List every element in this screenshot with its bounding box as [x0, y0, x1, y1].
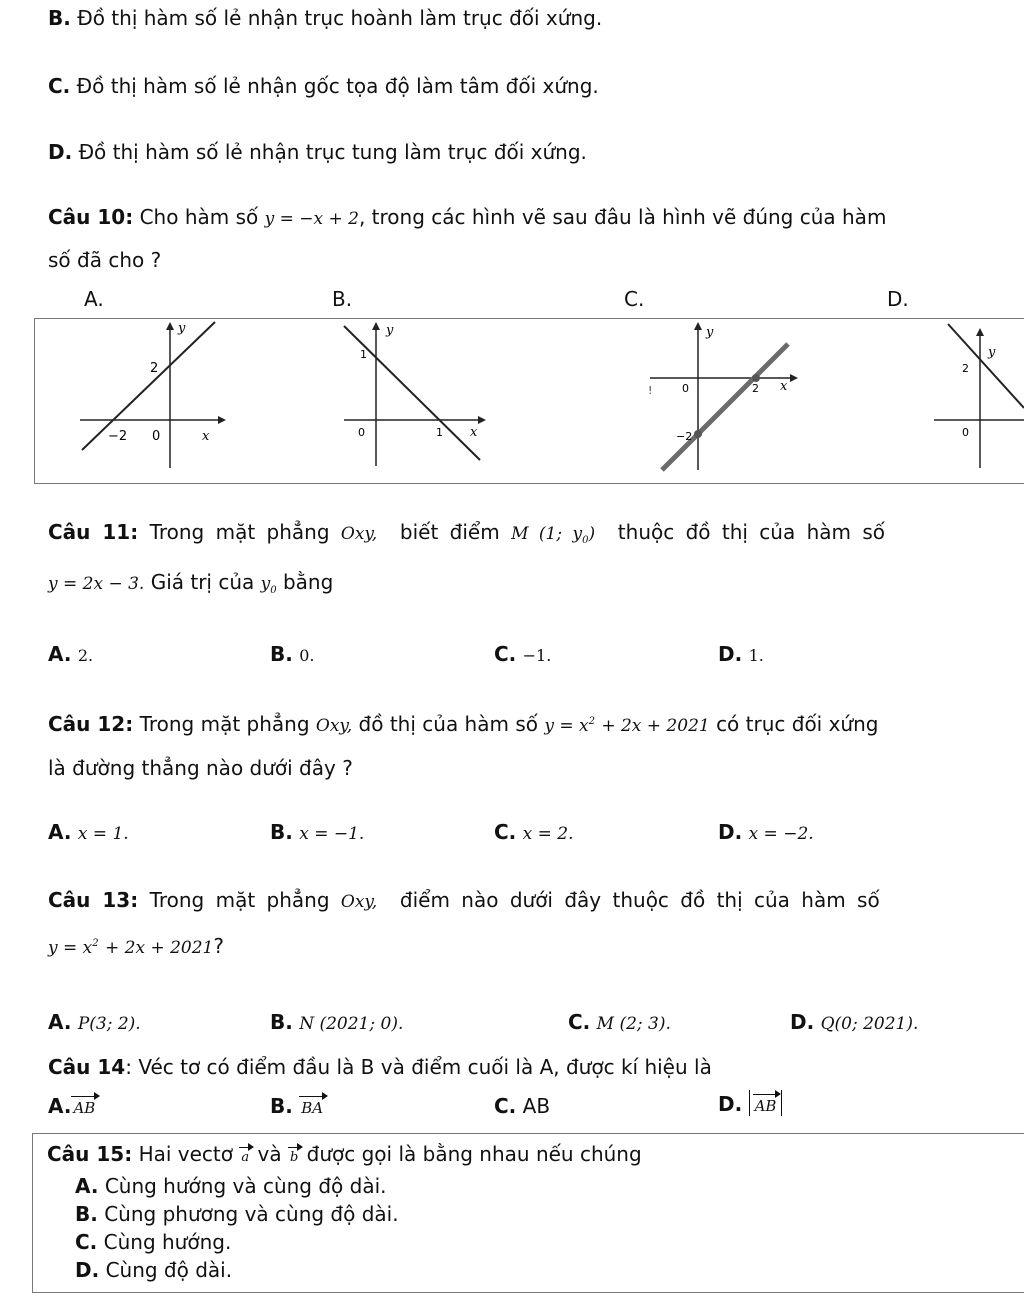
graph-c-origin: 0 — [682, 382, 689, 395]
q10-stem-line1: Câu 10: Cho hàm số y = −x + 2, trong các hình vẽ sau đâu là hình vẽ đúng của hàm — [48, 205, 887, 229]
q14-option-a: A. AB — [48, 1094, 96, 1118]
q14-option-b: B. BA — [270, 1094, 324, 1118]
q10-stem-line2: số đã cho ? — [48, 248, 162, 272]
graph-c-tick-x: 2 — [752, 382, 759, 395]
graph-a-tick-y: 2 — [150, 361, 159, 376]
graph-b-origin: 0 — [358, 426, 365, 439]
q14-option-c: C. AB — [494, 1094, 551, 1118]
graph-c — [640, 320, 805, 475]
q14-option-d: D. AB — [718, 1090, 782, 1116]
q12-option-c: C. x = 2. — [494, 820, 574, 844]
graph-c-x-label: x — [780, 379, 788, 394]
q12-option-a: A. x = 1. — [48, 820, 129, 844]
q10-option-b-label: B. — [332, 287, 353, 311]
q12-stem-line1: Câu 12: Trong mặt phẳng Oxy, đồ thị của hàm số $y = x^2 + 2x + 2021$ có trục đối xứng — [48, 712, 879, 736]
q15-option-b: B. Cùng phương và cùng độ dài. — [75, 1202, 399, 1226]
graph-b-tick-x: 1 — [436, 426, 443, 439]
graph-b-x-label: x — [470, 425, 478, 440]
q12-option-b: B. x = −1. — [270, 820, 365, 844]
q10-option-c-label: C. — [624, 287, 645, 311]
q11-option-b: B. 0. — [270, 642, 315, 666]
graph-c-y-label: y — [706, 325, 714, 340]
q12-stem-line2: là đường thẳng nào dưới đây ? — [48, 756, 353, 780]
graph-b-y-label: y — [386, 323, 394, 338]
graph-a-origin: 0 — [152, 429, 161, 444]
q11-option-d: D. 1. — [718, 642, 764, 666]
q15-option-c: C. Cùng hướng. — [75, 1230, 232, 1254]
q15-option-d: D. Cùng độ dài. — [75, 1258, 233, 1282]
q11-stem-line2: y = 2x − 3. Giá trị của $y_0$ bằng — [48, 570, 334, 596]
q9-option-d: D. Đồ thị hàm số lẻ nhận trục tung làm trục đối xứng. — [48, 140, 587, 164]
graph-b — [340, 320, 490, 470]
q15-stem: Câu 15: Hai vectơ a và b được gọi là bằng nhau nếu chúng — [47, 1142, 642, 1166]
graph-d-y-label: y — [988, 345, 996, 360]
graph-d-tick-y: 2 — [962, 362, 969, 375]
graph-a — [70, 320, 230, 475]
q13-option-a: A. P(3; 2). — [48, 1010, 141, 1034]
q11-option-c: C. −1. — [494, 642, 552, 666]
svg-text:!: ! — [648, 384, 653, 397]
q13-option-d: D. Q(0; 2021). — [790, 1010, 919, 1034]
q10-option-d-label: D. — [887, 287, 909, 311]
q13-stem-line2: $y = x^2 + 2x + 2021$? — [48, 934, 224, 958]
q9-option-b: B. Đồ thị hàm số lẻ nhận trục hoành làm trục đối xứng. — [48, 6, 603, 30]
q13-option-b: B. N (2021; 0). — [270, 1010, 404, 1034]
graph-a-y-label: y — [178, 321, 186, 336]
graph-c-tick-y: −2 — [676, 430, 693, 443]
graph-a-x-label: x — [202, 429, 210, 444]
graph-b-tick-y: 1 — [360, 348, 367, 361]
graph-d — [930, 320, 1024, 475]
q11-option-a: A. 2. — [48, 642, 94, 666]
graph-a-tick-x: −2 — [108, 429, 128, 444]
q15-box — [32, 1133, 1024, 1293]
graph-d-origin: 0 — [962, 426, 969, 439]
q12-option-d: D. x = −2. — [718, 820, 814, 844]
q14-stem: Câu 14: Véc tơ có điểm đầu là B và điểm cuối là A, được kí hiệu là — [48, 1055, 712, 1079]
q10-option-a-label: A. — [84, 287, 104, 311]
q11-stem-line1: Câu 11: Trong mặt phẳng Oxy, biết điểm M (1; $y_0$) thuộc đồ thị của hàm số — [48, 520, 886, 546]
q13-option-c: C. M (2; 3). — [568, 1010, 671, 1034]
q15-option-a: A. Cùng hướng và cùng độ dài. — [75, 1174, 387, 1198]
q9-option-c: C. Đồ thị hàm số lẻ nhận gốc tọa độ làm tâm đối xứng. — [48, 74, 599, 98]
q13-stem-line1: Câu 13: Trong mặt phẳng Oxy, điểm nào dưới đây thuộc đồ thị của hàm số — [48, 888, 880, 912]
